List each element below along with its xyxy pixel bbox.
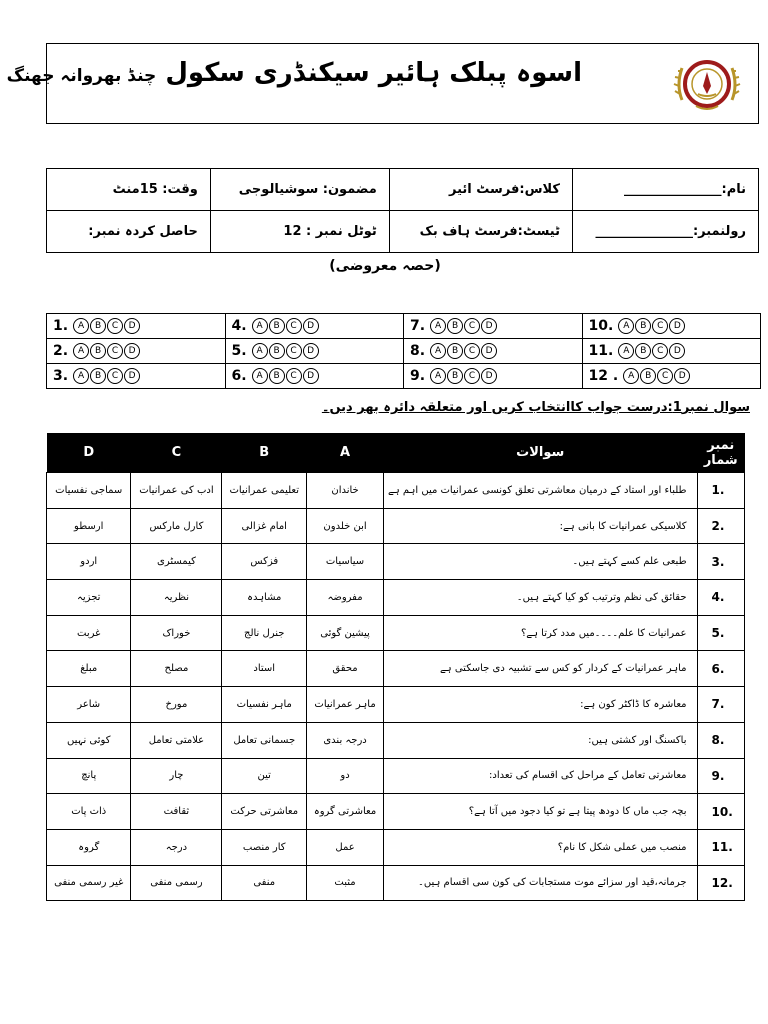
mcq-row xyxy=(47,508,745,544)
answer-bubble-a[interactable]: A xyxy=(252,343,268,359)
mcq-question: کلاسیکی عمرانیات کا بانی ہے: xyxy=(383,508,697,544)
subject-label: مضمون: سوشیالوجی xyxy=(210,169,389,211)
roll-blank: _______________ xyxy=(595,224,693,239)
answer-bubble-a[interactable]: A xyxy=(252,368,268,384)
mcq-row xyxy=(47,615,745,651)
answer-bubble-c[interactable]: C xyxy=(652,318,668,334)
mcq-question: طبعی علم کسے کہتے ہیں۔ xyxy=(383,544,697,580)
mcq-option-d: غیر رسمی منفی xyxy=(47,865,131,901)
mcq-option-a: ماہر عمرانیات xyxy=(307,687,384,723)
mcq-question: حقائق کی نظم وترتیب کو کیا کہتے ہیں۔ xyxy=(383,580,697,616)
answer-question-number: 6. xyxy=(231,368,247,384)
answer-bubble-c[interactable]: C xyxy=(464,343,480,359)
mcq-option-b: ماہر نفسیات xyxy=(222,687,307,723)
name-field[interactable] xyxy=(573,169,759,211)
mcq-option-c: چار xyxy=(131,758,222,794)
mcq-header-row xyxy=(47,433,745,473)
answer-bubble-grid xyxy=(46,313,761,389)
answer-cell xyxy=(582,314,761,339)
answer-grid-row xyxy=(47,364,761,389)
mcq-option-b: جسمانی تعامل xyxy=(222,722,307,758)
mcq-number: 4. xyxy=(697,580,744,616)
answer-bubble-a[interactable]: A xyxy=(618,318,634,334)
answer-bubble-b[interactable]: B xyxy=(635,318,651,334)
answer-bubble-d[interactable]: D xyxy=(124,368,140,384)
mcq-option-b: معاشرتی حرکت xyxy=(222,794,307,830)
mcq-number: 10. xyxy=(697,794,744,830)
mcq-option-c: مورخ xyxy=(131,687,222,723)
mcq-option-a: دو xyxy=(307,758,384,794)
mcq-number: 9. xyxy=(697,758,744,794)
mcq-number: 8. xyxy=(697,722,744,758)
mcq-option-d: سماجی نفسیات xyxy=(47,473,131,509)
answer-cell xyxy=(47,314,226,339)
answer-bubble-d[interactable]: D xyxy=(669,343,685,359)
time-label: وقت: 15منٹ xyxy=(47,169,211,211)
mcq-option-a: مثبت xyxy=(307,865,384,901)
answer-bubble-c[interactable]: C xyxy=(107,318,123,334)
answer-question-number: 5. xyxy=(231,343,247,359)
mcq-option-d: اردو xyxy=(47,544,131,580)
answer-cell xyxy=(582,339,761,364)
answer-bubble-c[interactable]: C xyxy=(464,318,480,334)
mcq-question: منصب میں عملی شکل کا نام؟ xyxy=(383,829,697,865)
mcq-option-c: درجہ xyxy=(131,829,222,865)
mcq-option-c: کارل مارکس xyxy=(131,508,222,544)
answer-bubble-b[interactable]: B xyxy=(269,368,285,384)
mcq-number: 6. xyxy=(697,651,744,687)
mcq-question: معاشرتی تعامل کے مراحل کی اقسام کی تعداد: xyxy=(383,758,697,794)
answer-bubble-b[interactable]: B xyxy=(447,368,463,384)
mcq-option-b: فزکس xyxy=(222,544,307,580)
answer-bubble-a[interactable]: A xyxy=(618,343,634,359)
mcq-option-d: کوئی نہیں xyxy=(47,722,131,758)
header-option-a: A xyxy=(307,433,384,473)
answer-bubble-b[interactable]: B xyxy=(447,318,463,334)
mcq-option-d: تجزیہ xyxy=(47,580,131,616)
mcq-number: 11. xyxy=(697,829,744,865)
mcq-row xyxy=(47,865,745,901)
student-info-table xyxy=(46,168,759,253)
section-label: (حصہ معروضی) xyxy=(329,258,441,274)
mcq-number: 12. xyxy=(697,865,744,901)
mcq-question: عمرانیات کا علم۔۔۔۔میں مدد کرتا ہے؟ xyxy=(383,615,697,651)
answer-bubble-b[interactable]: B xyxy=(90,343,106,359)
mcq-number: 3. xyxy=(697,544,744,580)
answer-bubble-c[interactable]: C xyxy=(107,343,123,359)
school-crest-icon xyxy=(672,50,742,120)
answer-question-number: 3. xyxy=(53,368,69,384)
mcq-option-c: ادب کی عمرانیات xyxy=(131,473,222,509)
answer-bubble-a[interactable]: A xyxy=(73,368,89,384)
answer-bubble-a[interactable]: A xyxy=(252,318,268,334)
question-instruction: سوال نمبر1:درست جواب کاانتخاب کریں اور متعلقہ دائرہ بھر دیں۔ xyxy=(321,400,750,415)
mcq-row xyxy=(47,722,745,758)
school-place: چنڈ بھروانہ جھنگ xyxy=(6,66,157,86)
mcq-option-d: گروہ xyxy=(47,829,131,865)
mcq-option-a: عمل xyxy=(307,829,384,865)
header-option-d: D xyxy=(47,433,131,473)
mcq-question: باکسنگ اور کشتی ہیں: xyxy=(383,722,697,758)
answer-bubble-c[interactable]: C xyxy=(107,368,123,384)
answer-bubble-a[interactable]: A xyxy=(430,318,446,334)
obtained-marks-field[interactable]: حاصل کردہ نمبر: xyxy=(47,211,211,253)
mcq-number: 1. xyxy=(697,473,744,509)
answer-bubble-d[interactable]: D xyxy=(124,318,140,334)
answer-bubble-b[interactable]: B xyxy=(269,318,285,334)
mcq-option-a: درجہ بندی xyxy=(307,722,384,758)
mcq-option-d: غربت xyxy=(47,615,131,651)
mcq-question: طلباء اور استاد کے درمیان معاشرتی تعلق کونسی عمرانیات میں اہم ہے xyxy=(383,473,697,509)
mcq-option-a: ابن خلدون xyxy=(307,508,384,544)
answer-question-number: 1. xyxy=(53,318,69,334)
answer-cell xyxy=(404,364,583,389)
total-marks-label: ٹوٹل نمبر : 12 xyxy=(210,211,389,253)
answer-question-number: 7. xyxy=(410,318,426,334)
answer-bubble-d[interactable]: D xyxy=(481,318,497,334)
mcq-row xyxy=(47,580,745,616)
answer-bubble-b[interactable]: B xyxy=(269,343,285,359)
answer-bubble-d[interactable]: D xyxy=(674,368,690,384)
mcq-option-b: تعلیمی عمرانیات xyxy=(222,473,307,509)
mcq-option-b: مشاہدہ xyxy=(222,580,307,616)
answer-bubble-b[interactable]: B xyxy=(447,343,463,359)
mcq-option-d: پانچ xyxy=(47,758,131,794)
mcq-option-a: پیشین گوئی xyxy=(307,615,384,651)
answer-question-number: 12 . xyxy=(588,368,619,384)
answer-bubble-b[interactable]: B xyxy=(640,368,656,384)
answer-question-number: 2. xyxy=(53,343,69,359)
mcq-option-d: مبلغ xyxy=(47,651,131,687)
mcq-option-d: ذات پات xyxy=(47,794,131,830)
mcq-question: بچہ جب ماں کا دودھ پیتا ہے تو کیا دجود میں آتا ہے؟ xyxy=(383,794,697,830)
school-name-text: اسوہ پبلک ہائیر سیکنڈری سکول xyxy=(165,58,582,88)
mcq-option-b: تین xyxy=(222,758,307,794)
mcq-option-c: علامتی تعامل xyxy=(131,722,222,758)
mcq-table xyxy=(46,433,745,901)
answer-bubble-b[interactable]: B xyxy=(90,318,106,334)
mcq-row xyxy=(47,651,745,687)
header-option-b: B xyxy=(222,433,307,473)
mcq-row xyxy=(47,794,745,830)
answer-bubble-d[interactable]: D xyxy=(481,368,497,384)
answer-question-number: 4. xyxy=(231,318,247,334)
roll-number-field[interactable] xyxy=(573,211,759,253)
school-name xyxy=(7,58,582,88)
mcq-number: 7. xyxy=(697,687,744,723)
answer-bubble-d[interactable]: D xyxy=(303,368,319,384)
mcq-number: 2. xyxy=(697,508,744,544)
mcq-row xyxy=(47,758,745,794)
answer-grid-row xyxy=(47,314,761,339)
answer-bubble-a[interactable]: A xyxy=(430,368,446,384)
mcq-option-b: جنرل نالج xyxy=(222,615,307,651)
answer-bubble-b[interactable]: B xyxy=(635,343,651,359)
mcq-row xyxy=(47,687,745,723)
answer-question-number: 8. xyxy=(410,343,426,359)
answer-bubble-c[interactable]: C xyxy=(652,343,668,359)
mcq-option-a: مفروضہ xyxy=(307,580,384,616)
answer-bubble-a[interactable]: A xyxy=(73,343,89,359)
mcq-question: ماہر عمرانیات کے کردار کو کس سے تشبیہ دی جاسکتی ہے xyxy=(383,651,697,687)
header-number: نمبر شمار xyxy=(697,433,744,473)
mcq-option-a: محقق xyxy=(307,651,384,687)
answer-bubble-a[interactable]: A xyxy=(73,318,89,334)
answer-bubble-d[interactable]: D xyxy=(481,343,497,359)
mcq-row xyxy=(47,473,745,509)
answer-bubble-a[interactable]: A xyxy=(623,368,639,384)
answer-question-number: 11. xyxy=(588,343,614,359)
mcq-option-b: کار منصب xyxy=(222,829,307,865)
answer-cell xyxy=(47,339,226,364)
answer-cell xyxy=(225,364,404,389)
answer-cell xyxy=(225,339,404,364)
answer-bubble-d[interactable]: D xyxy=(303,343,319,359)
mcq-option-c: نظریہ xyxy=(131,580,222,616)
answer-bubble-a[interactable]: A xyxy=(430,343,446,359)
mcq-option-b: منفی xyxy=(222,865,307,901)
header-option-c: C xyxy=(131,433,222,473)
header-questions: سوالات xyxy=(383,433,697,473)
test-label: ٹیسٹ:فرسٹ ہاف بک xyxy=(389,211,572,253)
mcq-option-b: استاد xyxy=(222,651,307,687)
mcq-option-d: ارسطو xyxy=(47,508,131,544)
answer-bubble-d[interactable]: D xyxy=(303,318,319,334)
answer-bubble-b[interactable]: B xyxy=(90,368,106,384)
answer-bubble-c[interactable]: C xyxy=(657,368,673,384)
name-label: نام: xyxy=(721,182,746,197)
answer-cell xyxy=(225,314,404,339)
mcq-question: معاشرہ کا ڈاکٹر کون ہے: xyxy=(383,687,697,723)
mcq-option-c: خوراک xyxy=(131,615,222,651)
answer-bubble-d[interactable]: D xyxy=(124,343,140,359)
answer-cell xyxy=(47,364,226,389)
answer-bubble-c[interactable]: C xyxy=(286,343,302,359)
mcq-option-a: خاندان xyxy=(307,473,384,509)
class-label: کلاس:فرسٹ ائیر xyxy=(389,169,572,211)
mcq-row xyxy=(47,544,745,580)
mcq-question: جرمانہ،قید اور سزائے موت مستجابات کی کون سی اقسام ہیں۔ xyxy=(383,865,697,901)
mcq-option-c: مصلح xyxy=(131,651,222,687)
answer-bubble-d[interactable]: D xyxy=(669,318,685,334)
answer-cell xyxy=(404,314,583,339)
mcq-option-b: امام غزالی xyxy=(222,508,307,544)
answer-question-number: 10. xyxy=(588,318,614,334)
mcq-option-a: معاشرتی گروہ xyxy=(307,794,384,830)
mcq-option-c: کیمسٹری xyxy=(131,544,222,580)
answer-cell xyxy=(582,364,761,389)
name-blank: _______________ xyxy=(624,182,722,197)
mcq-option-d: شاعر xyxy=(47,687,131,723)
answer-question-number: 9. xyxy=(410,368,426,384)
roll-label: رولنمبر: xyxy=(692,224,746,239)
mcq-option-c: ثقافت xyxy=(131,794,222,830)
school-header xyxy=(6,43,759,124)
answer-bubble-c[interactable]: C xyxy=(464,368,480,384)
answer-bubble-c[interactable]: C xyxy=(286,368,302,384)
mcq-number: 5. xyxy=(697,615,744,651)
mcq-row xyxy=(47,829,745,865)
answer-bubble-c[interactable]: C xyxy=(286,318,302,334)
mcq-option-c: رسمی منفی xyxy=(131,865,222,901)
answer-cell xyxy=(404,339,583,364)
mcq-option-a: سیاسیات xyxy=(307,544,384,580)
answer-grid-row xyxy=(47,339,761,364)
